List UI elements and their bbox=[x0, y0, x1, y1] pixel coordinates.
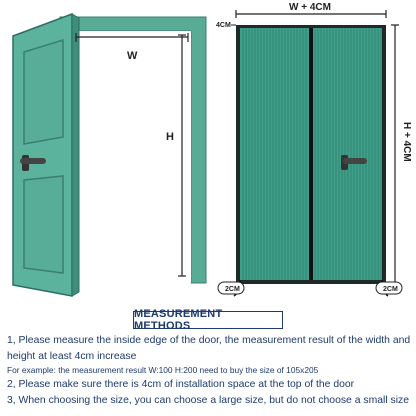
door-panel-bottom bbox=[24, 176, 63, 273]
width-label: W bbox=[127, 50, 138, 62]
measurement-steps bbox=[7, 333, 411, 408]
bottom-right-tag bbox=[376, 282, 402, 294]
door-panel-top bbox=[24, 40, 63, 144]
door-edge bbox=[72, 14, 79, 296]
bottom-right-label: 2CM bbox=[383, 286, 398, 293]
step-1: 1, Please measure the inside edge of the door, the measurement result of the width and height at least 4cm increase bbox=[7, 335, 411, 362]
mesh-center-seam bbox=[309, 28, 313, 280]
step-2: 2, Please make sure there is 4cm of installation space at the top of the door bbox=[7, 379, 355, 390]
height-label: H bbox=[166, 131, 174, 143]
net-width-label: W + 4CM bbox=[289, 2, 331, 13]
door-opening bbox=[74, 31, 191, 283]
example-note: For example: the measurement result W:100 H:200 need to buy the size of 105x205 bbox=[7, 365, 319, 375]
bottom-left-label: 2CM bbox=[225, 286, 240, 293]
net-height-label: H + 4CM bbox=[401, 122, 412, 162]
top-gap-label: 4CM bbox=[216, 22, 231, 29]
mesh-screen-illustration bbox=[234, 25, 388, 296]
bottom-left-tag bbox=[218, 282, 244, 294]
step-3: 3, When choosing the size, you can choose a large size, but do not choose a small size bbox=[7, 394, 410, 406]
methods-title: MEASUREMENT METHODS bbox=[133, 311, 283, 329]
open-door-illustration bbox=[13, 14, 206, 296]
net-height-dimension bbox=[391, 25, 399, 284]
